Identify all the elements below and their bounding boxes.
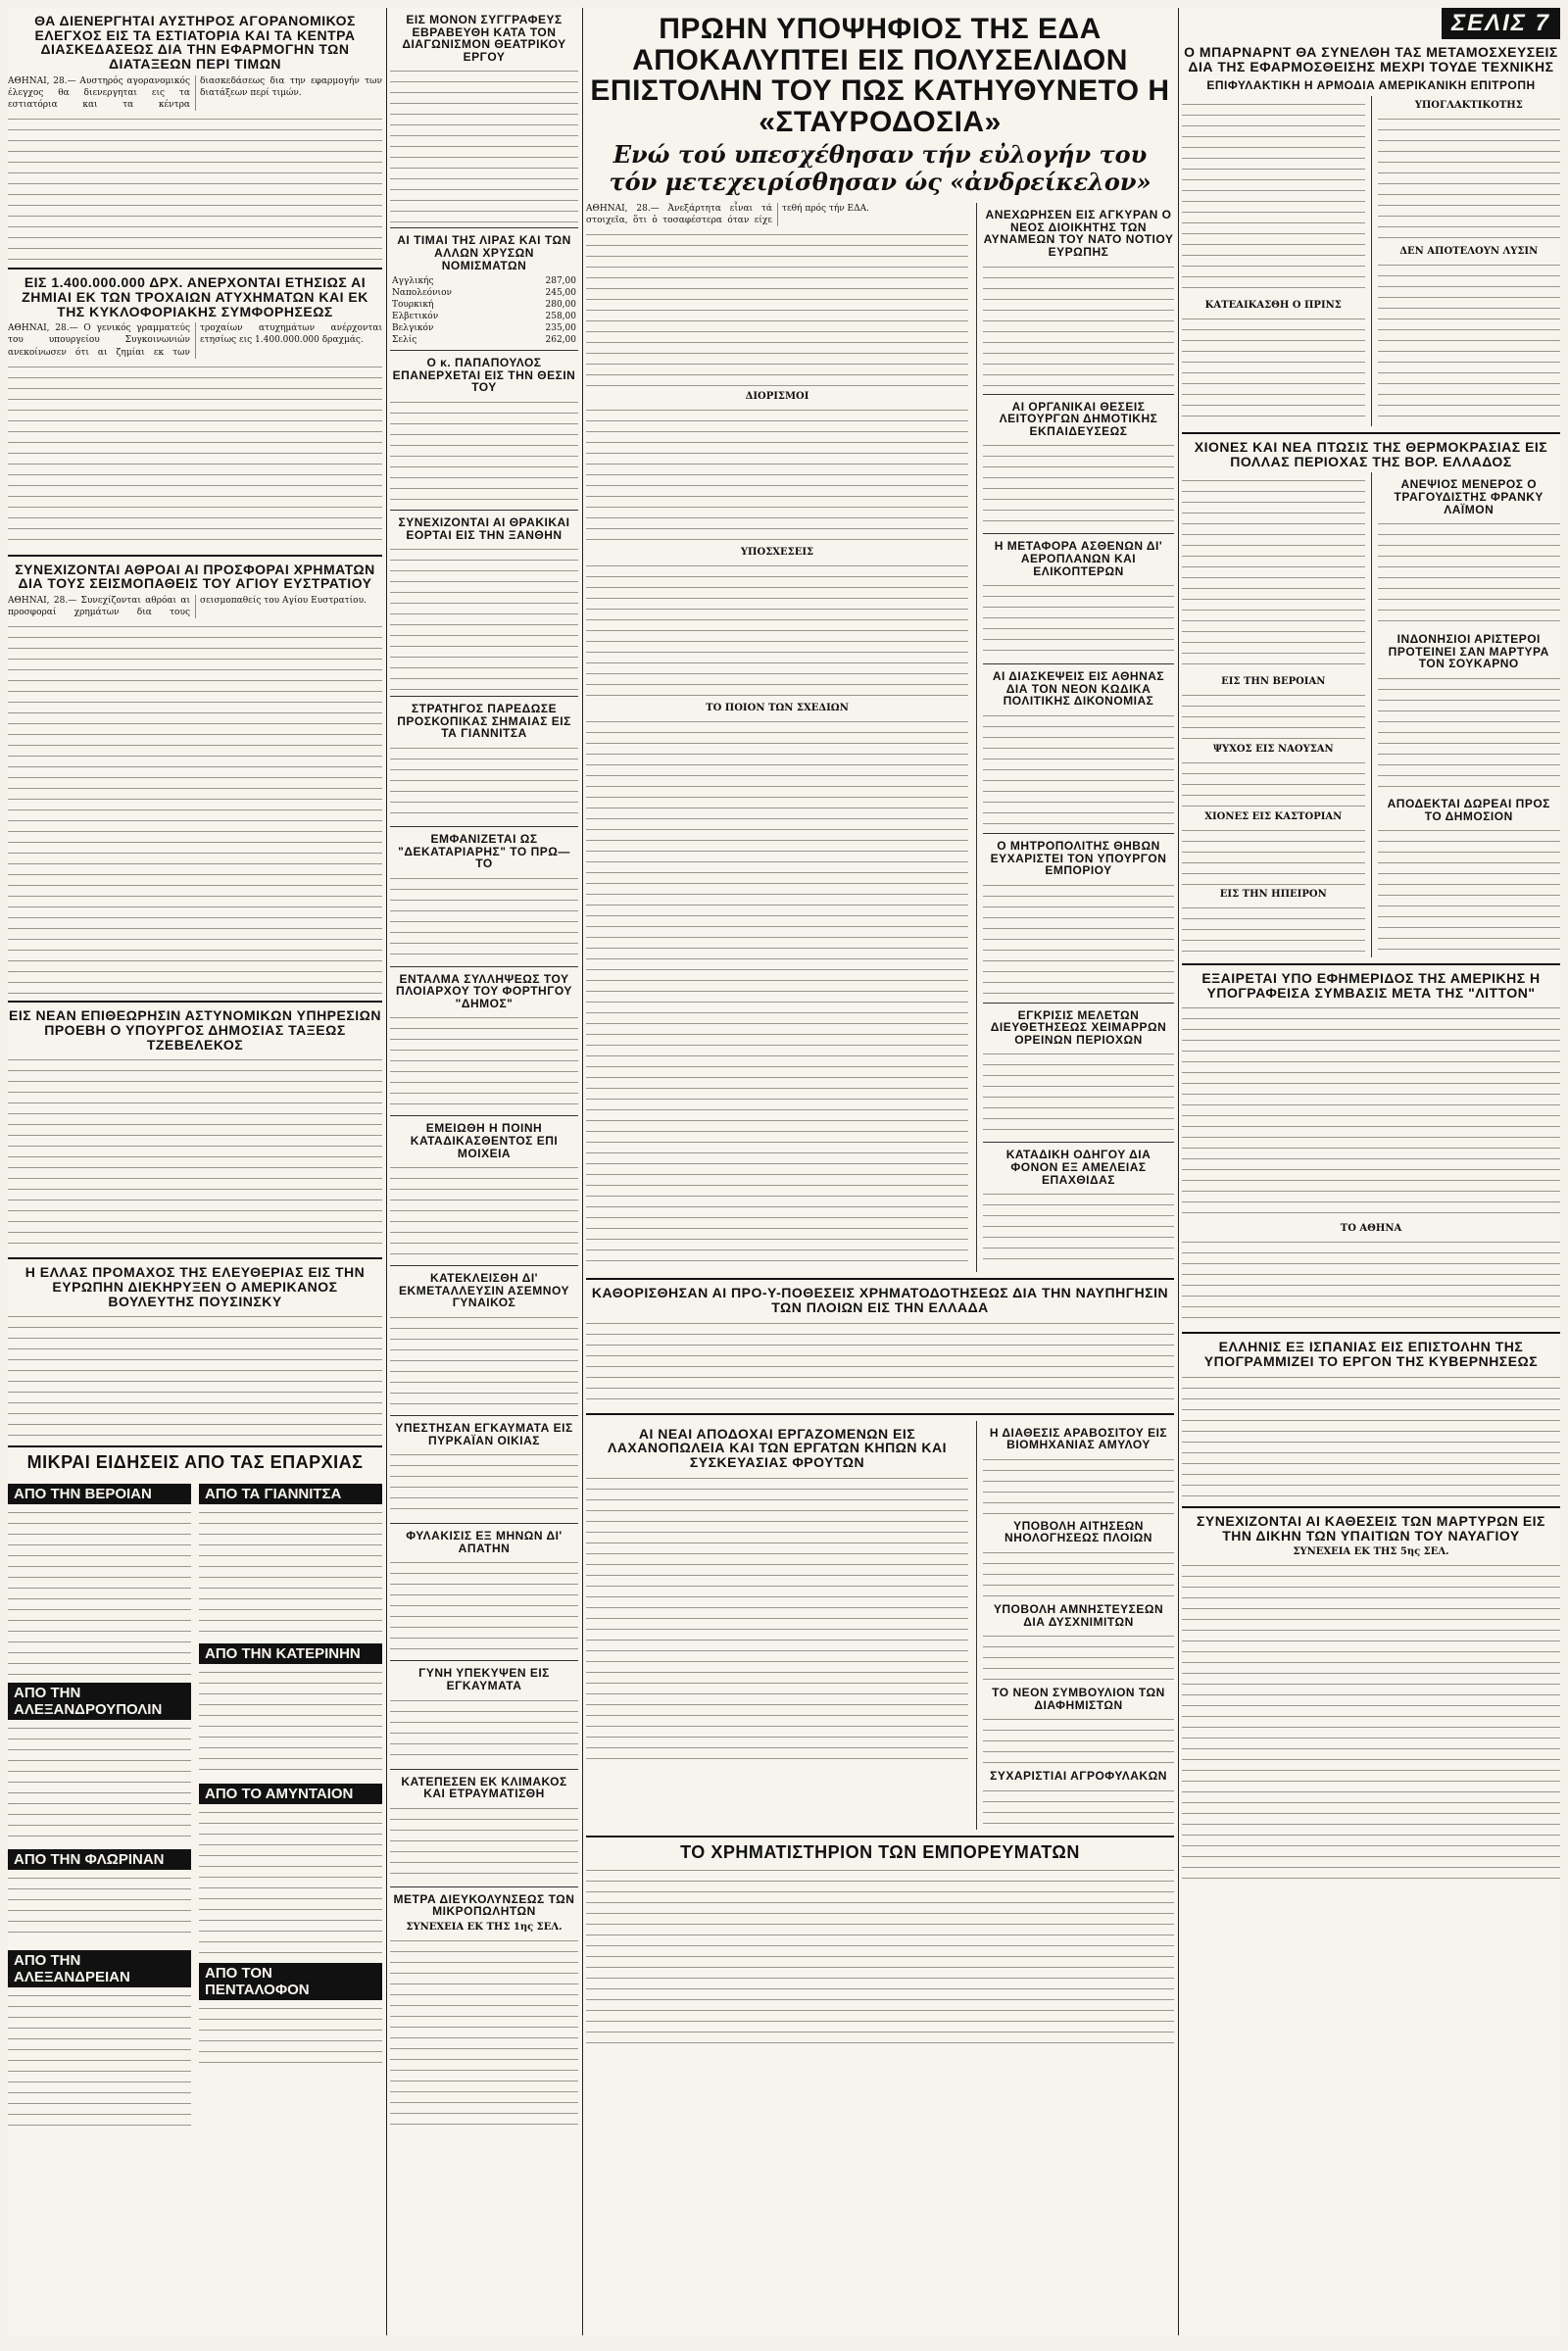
section-amyntaio: ΑΠΟ ΤΟ ΑΜΥΝΤΑΙΟΝ (199, 1784, 382, 1804)
continuation-label: ΣΥΝΕΧΕΙΑ ΕΚ ΤΗΣ 5ης ΣΕΛ. (1293, 1546, 1449, 1558)
article-text-block (586, 717, 968, 1266)
divider (1182, 1332, 1560, 1334)
column-2 (390, 8, 578, 2335)
article-traffic-losses: ΑΘΗΝΑΙ, 28.— Ο γενικός γραμματεύς του υπουργείου Συγκοινωνιών ανεκοίνωσεν ότι αι ζημίαι εκ των τροχαίων ατυχημάτων ανέρχονται ετησίως εις 1.400.000.000 δραχμάς. (8, 323, 382, 358)
headline-exploitation: ΚΑΤΕΚΛΕΙΣΘΗ ΔΙ' ΕΚΜΕΤΑΛΛΕΥΣΙΝ ΑΣΕΜΝΟΥ ΓΥΝΑΙΚΟΣ (399, 1271, 569, 1310)
headline-ladder-fall: ΚΑΤΕΠΕΣΕΝ ΕΚ ΚΛΙΜΑΚΟΣ ΚΑΙ ΕΤΡΑΥΜΑΤΙΣΘΗ (401, 1774, 567, 1801)
divider (390, 1115, 578, 1116)
article-text-block (8, 1055, 382, 1251)
headline-amnesty: ΥΠΟΒΟΛΗ ΑΜΝΗΣΤΕΥΣΕΩΝ ΔΙΑ ΔΥΣΧΝΙΜΙΤΩΝ (993, 1602, 1164, 1629)
coin-price: 245,00 (545, 288, 576, 299)
section-alexandreia: ΑΠΟ ΤΗΝ ΑΛΕΞΑΝΔΡΕΙΑΝ (8, 1950, 191, 1987)
headline-earthquake-aid: ΣΥΝΕΧΙΖΟΝΤΑΙ ΑΘΡΟΑΙ ΑΙ ΠΡΟΣΦΟΡΑΙ ΧΡΗΜΑΤΩΝ ΔΙΑ ΤΟΥΣ ΣΕΙΣΜΟΠΑΘΕΙΣ ΤΟΥ ΑΓΙΟΥ ΕΥΣΤΡΑΤΙΟΥ (15, 561, 375, 592)
article-text-block (1182, 476, 1365, 672)
headline-cargo-warrant: ΕΝΤΑΛΜΑ ΣΥΛΛΗΨΕΩΣ ΤΟΥ ΠΛΟΙΑΡΧΟΥ ΤΟΥ ΦΟΡΤΗΓΟΥ "ΔΗΜΟΣ" (396, 971, 572, 1010)
article-text-block (8, 115, 382, 262)
provinces-left (8, 1476, 191, 2132)
article-text-block (1378, 261, 1561, 417)
headline-indonesia: ΙΝΔΟΝΗΣΙΟΙ ΑΡΙΣΤΕΡΟΙ ΠΡΟΤΕΙΝΕΙ ΣΑΝ ΜΑΡΤΥΡΑ ΤΟΝ ΣΟΥΚΑΡΝΟ (1388, 632, 1549, 671)
article-text-block (1182, 100, 1365, 296)
article-text-block (1378, 826, 1561, 954)
article-text-block (8, 1508, 191, 1675)
coin-price: 280,00 (545, 300, 576, 311)
provinces-right (199, 1476, 382, 2132)
article-text-block (1182, 826, 1365, 885)
divider (390, 1769, 578, 1770)
article-text-block (1378, 519, 1561, 627)
section-kastoria: ΧΙΟΝΕΣ ΕΙΣ ΚΑΣΤΟΡΙΑΝ (1204, 811, 1343, 823)
column-1 (8, 8, 382, 2335)
section-prince: ΚΑΤΕΑΙΚΑΣΘΗ Ο ΠΡΙΝΣ (1204, 299, 1342, 311)
coin-name: Βελγικόν (392, 323, 434, 334)
barnard-right (1371, 96, 1561, 426)
article-text-block (1378, 674, 1561, 792)
article-text-block (199, 1508, 382, 1636)
section-appointments: ΔΙΟΡΙΣΜΟΙ (745, 391, 809, 403)
headline-civil-code: ΑΙ ΔΙΑΣΚΕΨΕΙΣ ΕΙΣ ΑΘΗΝΑΣ ΔΙΑ ΤΟΝ ΝΕΟΝ ΚΩΔΙΚΑ ΠΟΛΙΤΙΚΗΣ ΔΙΚΟΝΟΜΙΑΣ (992, 669, 1165, 709)
article-text-block (8, 363, 382, 549)
section-pentalofo: ΑΠΟ ΤΟΝ ΠΕΝΤΑΛΟΦΟΝ (199, 1963, 382, 2000)
divider (390, 1660, 578, 1661)
divider (8, 1257, 382, 1259)
divider (390, 227, 578, 228)
article-text-block (586, 1319, 1174, 1407)
divider (1182, 432, 1560, 434)
price-row (390, 322, 578, 334)
barnard-article (1182, 96, 1560, 426)
article-text-block (390, 744, 578, 822)
coin-name: Τουρκική (392, 300, 434, 311)
headline-committee: ΕΠΙΦΥΛΑΚΤΙΚΗ Η ΑΡΜΟΔΙΑ ΑΜΕΡΙΚΑΝΙΚΗ ΕΠΙΤΡΟΠΗ (1206, 78, 1536, 93)
article-text-block (390, 1013, 578, 1111)
gold-price-table (390, 275, 578, 346)
section-veroia: ΑΠΟ ΤΗΝ ΒΕΡΟΙΑΝ (8, 1484, 191, 1504)
section-who-plans: ΤΟ ΠΟΙΟΝ ΤΩΝ ΣΧΕΔΙΩΝ (706, 703, 849, 714)
divider (8, 1001, 382, 1003)
article-text-block (390, 1936, 578, 2132)
divider (390, 1265, 578, 1266)
price-row (390, 334, 578, 346)
coin-name: Ελβετικόν (392, 312, 439, 322)
headline-litton: ΕΞΑΙΡΕΤΑΙ ΥΠΟ ΕΦΗΜΕΡΙΔΟΣ ΤΗΣ ΑΜΕΡΙΚΗΣ Η ΥΠΟΓΡΑΦΕΙΣΑ ΣΥΜΒΑΣΙΣ ΜΕΤΑ ΤΗΣ "ΛΙΤΤΟΝ" (1201, 970, 1541, 1001)
section-giannitsa: ΑΠΟ ΤΑ ΓΙΑΝΝΙΤΣΑ (199, 1484, 382, 1504)
article-text-block (983, 1190, 1174, 1268)
workers-article (586, 1421, 968, 1830)
article-main-lead: ΑΘΗΝΑΙ, 28.— Ἀνεξάρτητα εἶναι τά στοιχεῖα, ὅτι ὁ τοσαφέστερα όταν είχε τεθή πρός τήν ΕΔΑ. (586, 204, 869, 226)
article-text-block (586, 1866, 1174, 2052)
headline-torrents: ΕΓΚΡΙΣΙΣ ΜΕΛΕΤΩΝ ΔΙΕΥΘΕΤΗΣΕΩΣ ΧΕΙΜΑΡΡΩΝ ΟΡΕΙΝΩΝ ΠΕΡΙΟΧΩΝ (990, 1007, 1167, 1047)
article-text-block (199, 2004, 382, 2063)
headline-workers: ΑΙ ΝΕΑΙ ΑΠΟΔΟΧΑΙ ΕΡΓΑΖΟΜΕΝΩΝ ΕΙΣ ΛΑΧΑΝΟΠΩΛΕΙΑ ΚΑΙ ΤΩΝ ΕΡΓΑΤΩΝ ΚΗΠΩΝ ΚΑΙ ΣΥΣΚΕΥΑΣΙΑΣ ΦΡΟΥΤΩΝ (607, 1425, 948, 1470)
subheadline-main: Ενώ τού υπεσχέθησαν τήν εὐλογήν του τόν μετεχειρίσθησαν ώς «ἀνδρείκελον» (609, 140, 1152, 196)
article-text-block (586, 406, 968, 543)
headline-corn: Η ΔΙΑΘΕΣΙΣ ΑΡΑΒΟΣΙΤΟΥ ΕΙΣ ΒΙΟΜΗΧΑΝΙΑΣ ΑΜΥΛΟΥ (989, 1425, 1168, 1452)
article-text-block (1182, 1561, 1560, 1885)
article-text-block (983, 263, 1174, 390)
article-text-block (199, 1668, 382, 1776)
column-rule (386, 8, 387, 2335)
divider (8, 555, 382, 557)
article-text-block (390, 67, 578, 223)
article-text-block (586, 1474, 968, 1768)
coin-price: 287,00 (545, 276, 576, 287)
main-article-area (586, 203, 1174, 1272)
provinces-grid (8, 1476, 382, 2132)
headline-spain-letter: ΕΛΛΗΝΙΣ ΕΞ ΙΣΠΑΝΙΑΣ ΕΙΣ ΕΠΙΣΤΟΛΗΝ ΤΗΣ ΥΠΟΓΡΑΜΜΙΖΕΙ ΤΟ ΕΡΓΟΝ ΤΗΣ ΚΥΒΕΡΝΗΣΕΩΣ (1203, 1339, 1539, 1370)
column-3 (586, 8, 1174, 2335)
headline-scout-flags: ΣΤΡΑΤΗΓΟΣ ΠΑΡΕΔΩΣΕ ΠΡΟΣΚΟΠΙΚΑΣ ΣΗΜΑΙΑΣ ΕΙΣ ΤΑ ΓΙΑΝΝΙΤΣΑ (397, 702, 571, 741)
article-text-block (1182, 691, 1365, 740)
article-text-block (390, 545, 578, 692)
divider (8, 1445, 382, 1447)
divider (390, 1523, 578, 1524)
coin-price: 262,00 (545, 335, 576, 346)
coin-name: Σελίς (392, 335, 417, 346)
article-text-block (1182, 1004, 1560, 1219)
article-text-block (8, 622, 382, 995)
section-athens: ΤΟ ΑΘΗΝΑ (1340, 1223, 1402, 1235)
divider (390, 510, 578, 511)
headline-advertisers: ΤΟ ΝΕΟΝ ΣΥΜΒΟΥΛΙΟΝ ΤΩΝ ΔΙΑΦΗΜΙΣΤΩΝ (992, 1686, 1165, 1712)
article-earthquake-aid: ΑΘΗΝΑΙ, 28.— Συνεχίζονται αθρόαι αι προσφοραί χρημάτων δια τους σεισμοπαθείς του Αγίου Ευστρατίου. (8, 596, 367, 618)
headline-playwright: ΕΙΣ ΜΟΝΟΝ ΣΥΓΓΡΑΦΕΥΣ ΕΒΡΑΒΕΥΘΗ ΚΑΤΑ ΤΟΝ ΔΙΑΓΩΝΙΣΜΟΝ ΘΕΑΤΡΙΚΟΥ ΕΡΓΟΥ (402, 13, 566, 64)
headline-ship-registry: ΥΠΟΒΟΛΗ ΑΙΤΗΣΕΩΝ ΝΗΟΛΟΓΗΣΕΩΣ ΠΛΟΙΩΝ (1004, 1518, 1152, 1545)
article-text-block (586, 562, 968, 699)
lower-briefs (976, 1421, 1174, 1830)
divider (390, 826, 578, 827)
headline-house-fire: ΥΠΕΣΤΗΣΑΝ ΕΓΚΑΥΜΑΤΑ ΕΙΣ ΠΥΡΚΑΪΑΝ ΟΙΚΙΑΣ (395, 1421, 573, 1447)
article-text-block (8, 1874, 191, 1942)
article-text-block (983, 1050, 1174, 1138)
divider (983, 663, 1174, 664)
section-katerini: ΑΠΟ ΤΗΝ ΚΑΤΕΡΙΝΗΝ (199, 1643, 382, 1664)
divider (983, 394, 1174, 395)
column-4 (1182, 8, 1560, 2335)
headline-snow: ΧΙΟΝΕΣ ΚΑΙ ΝΕΑ ΠΤΩΣΙΣ ΤΗΣ ΘΕΡΜΟΚΡΑΣΙΑΣ ΕΙΣ ΠΟΛΛΑΣ ΠΕΡΙΟΧΑΣ ΤΗΣ ΒΟΡ. ΕΛΛΑΔΟΣ (1194, 438, 1548, 469)
headline-provinces: ΜΙΚΡΑΙ ΕΙΔΗΣΕΙΣ ΑΠΟ ΤΑΣ ΕΠΑΡΧΙΑΣ (26, 1452, 364, 1473)
article-text-block (983, 881, 1174, 999)
divider (586, 1413, 1174, 1415)
divider (390, 1886, 578, 1887)
article-text-block (1182, 1373, 1560, 1500)
coin-name: Ναπολεόνιον (392, 288, 452, 299)
headline-nato: ΑΝΕΧΩΡΗΣΕΝ ΕΙΣ ΑΓΚΥΡΑΝ Ο ΝΕΟΣ ΔΙΟΙΚΗΤΗΣ ΤΩΝ ΑΥΝΑΜΕΩΝ ΤΟΥ ΝΑΤΟ ΝΟΤΙΟΥ ΕΥΡΩΠΗΣ (983, 208, 1174, 259)
headline-field-guards: ΣΥΧΑΡΙΣΤΙΑΙ ΑΓΡΟΦΥΛΑΚΩΝ (990, 1769, 1167, 1784)
article-text-block (1378, 115, 1561, 242)
article-text-block (390, 874, 578, 962)
headline-vendors: ΜΕΤΡΑ ΔΙΕΥΚΟΛΥΝΣΕΩΣ ΤΩΝ ΜΙΚΡΟΠΩΛΗΤΩΝ (393, 1891, 575, 1919)
article-text-block (983, 1455, 1174, 1514)
lower-area (586, 1421, 1174, 1830)
section-naousa: ΨΥΧΟΣ ΕΙΣ ΝΑΟΥΣΑΝ (1212, 744, 1334, 756)
article-text-block (983, 1715, 1174, 1764)
article-text-block (586, 230, 968, 387)
headline-price-control: ΘΑ ΔΙΕΝΕΡΓΗΤΑΙ ΑΥΣΤΗΡΟΣ ΑΓΟΡΑΝΟΜΙΚΟΣ ΕΛΕΓΧΟΣ ΕΙΣ ΤΑ ΕΣΤΙΑΤΟΡΙΑ ΚΑΙ ΤΑ ΚΕΝΤΡΑ ΔΙΑΣΚΕΔΑΣΕΩΣ ΔΙΑ ΤΗΝ ΕΦΑΡΜΟΓΗΝ ΤΩΝ ΔΙΑΤΑΞΕΩΝ ΠΕΡΙ ΤΙΜΩΝ (34, 13, 356, 73)
section-florina: ΑΠΟ ΤΗΝ ΦΛΩΡΙΝΑΝ (8, 1849, 191, 1870)
article-price-control: ΑΘΗΝΑΙ, 28.— Αυστηρός αγορανομικός έλεγχος θα διενεργηται εις τα εστιατόρια και τα κέντρα διασκεδάσεως δια την εφαρμογήν των διατάξεων περί τιμών. (8, 75, 382, 111)
divider (390, 966, 578, 967)
price-row (390, 287, 578, 299)
section-alexandroupoli: ΑΠΟ ΤΗΝ ΑΛΕΞΑΝΔΡΟΥΠΟΛΙΝ (8, 1683, 191, 1720)
headline-gifts: ΑΠΟΔΕΚΤΑΙ ΔΩΡΕΑΙ ΠΡΟΣ ΤΟ ΔΗΜΟΣΙΟΝ (1387, 796, 1550, 823)
article-text-block (199, 1808, 382, 1955)
coin-price: 258,00 (545, 312, 576, 322)
divider (1182, 1506, 1560, 1508)
article-text-block (390, 1313, 578, 1411)
price-row (390, 299, 578, 311)
barnard-left (1182, 96, 1365, 426)
coin-price: 235,00 (545, 323, 576, 334)
divider (390, 696, 578, 697)
headline-freedom: Η ΕΛΛΑΣ ΠΡΟΜΑΧΟΣ ΤΗΣ ΕΛΕΥΘΕΡΙΑΣ ΕΙΣ ΤΗΝ ΕΥΡΩΠΗΝ ΔΙΕΚΗΡΥΞΕΝ Ο ΑΜΕΡΙΚΑΝΟΣ ΒΟΥΛΕΥΤΗΣ ΠΟΥΣΙΝΣΚΥ (24, 1264, 366, 1309)
divider (983, 533, 1174, 534)
article-text-block (983, 1787, 1174, 1826)
headline-police-inspection: ΕΙΣ ΝΕΑΝ ΕΠΙΘΕΩΡΗΣΙΝ ΑΣΤΥΝΟΜΙΚΩΝ ΥΠΗΡΕΣΙΩΝ ΠΡΟΕΒΗ Ο ΥΠΟΥΡΓΟΣ ΔΗΜΟΣΙΑΣ ΤΑΞΕΩΣ ΤΖΕΒΕΛΕΚΟΣ (9, 1007, 381, 1053)
price-row (390, 275, 578, 287)
article-text-block (390, 1804, 578, 1883)
headline-fraud: ΦΥΛΑΚΙΣΙΣ ΕΞ ΜΗΝΩΝ ΔΙ' ΑΠΑΤΗΝ (406, 1529, 563, 1555)
headline-barnard: Ο ΜΠΑΡΝΑΡΝΤ ΘΑ ΣΥΝΕΛΘΗ ΤΑΣ ΜΕΤΑΜΟΣΧΕΥΣΕΙΣ ΔΙΑ ΤΗΣ ΕΦΑΡΜΟΣΘΕΙΣΗΣ ΜΕΧΡΙ ΤΟΥΔΕ ΤΕΧΝΙΚΗΣ (1184, 44, 1558, 74)
article-text-block (983, 581, 1174, 660)
headline-papapoulos: Ο κ. ΠΑΠΑΠΟΥΛΟΣ ΕΠΑΝΕΡΧΕΤΑΙ ΕΙΣ ΤΗΝ ΘΕΣΙΝ ΤΟΥ (392, 356, 576, 395)
divider (586, 1278, 1174, 1280)
divider (390, 1415, 578, 1416)
section-no-solution: ΔΕΝ ΑΠΟΤΕΛΟΥΝ ΛΥΣΙΝ (1399, 245, 1539, 257)
divider (390, 350, 578, 351)
snow-left (1182, 472, 1365, 957)
article-text-block (8, 1991, 191, 2129)
column-rule (582, 8, 583, 2335)
headline-commodity-exchange: ΤΟ ΧΡΗΜΑΤΙΣΤΗΡΙΟΝ ΤΩΝ ΕΜΠΟΡΕΥΜΑΤΩΝ (680, 1841, 1080, 1862)
headline-shipwreck-trial: ΣΥΝΕΧΙΖΟΝΤΑΙ ΑΙ ΚΑΘΕΣΕΙΣ ΤΩΝ ΜΑΡΤΥΡΩΝ ΕΙΣ ΤΗΝ ΔΙΚΗΝ ΤΩΝ ΥΠΑΙΤΙΩΝ ΤΟΥ ΝΑΥΑΓΙΟΥ (1197, 1512, 1545, 1543)
headline-ship-loans: ΚΑΘΟΡΙΣΘΗΣΑΝ ΑΙ ΠΡΟ-Υ-ΠΟΘΕΣΕΙΣ ΧΡΗΜΑΤΟΔΟΤΗΣΕΩΣ ΔΙΑ ΤΗΝ ΝΑΥΠΗΓΗΣΙΝ ΤΩΝ ΠΛΟΙΩΝ ΕΙΣ ΤΗΝ ΕΛΛΑΔΑ (591, 1285, 1169, 1315)
page-badge-wrap (1182, 8, 1560, 39)
snow-right (1371, 472, 1561, 957)
continuation-label: ΣΥΝΕΧΕΙΑ ΕΚ ΤΗΣ 1ης ΣΕΛ. (406, 1921, 563, 1933)
headline-thrace: ΣΥΝΕΧΙΖΟΝΤΑΙ ΑΙ ΘΡΑΚΙΚΑΙ ΕΟΡΤΑΙ ΕΙΣ ΤΗΝ ΞΑΝΘΗΝ (398, 514, 570, 542)
article-text-block (1182, 315, 1365, 422)
section-veroia-weather: ΕΙΣ ΤΗΝ ΒΕΡΟΙΑΝ (1221, 676, 1326, 688)
article-text-block (983, 441, 1174, 529)
price-row (390, 311, 578, 322)
article-text-block (983, 1548, 1174, 1597)
article-text-block (390, 1696, 578, 1765)
headline-woman-burns: ΓΥΝΗ ΥΠΕΚΥΨΕΝ ΕΙΣ ΕΓΚΑΥΜΑΤΑ (418, 1666, 550, 1692)
article-text-block (390, 1450, 578, 1519)
article-text-block (8, 1312, 382, 1440)
article-text-block (390, 398, 578, 506)
column-rule (1178, 8, 1179, 2335)
divider (983, 1003, 1174, 1004)
headline-sentence: ΕΜΕΙΩΘΗ Η ΠΟΙΝΗ ΚΑΤΑΔΙΚΑΣΘΕΝΤΟΣ ΕΠΙ ΜΟΙΧΕΙΑ (410, 1121, 559, 1160)
section-epirus: ΕΙΣ ΤΗΝ ΗΠΕΙΡΟΝ (1219, 889, 1327, 901)
snow-article (1182, 472, 1560, 957)
headline-air-transport: Η ΜΕΤΑΦΟΡΑ ΑΣΘΕΝΩΝ ΔΙ' ΑΕΡΟΠΛΑΝΩΝ ΚΑΙ ΕΛΙΚΟΠΤΕΡΩΝ (994, 539, 1163, 578)
headline-main: ΠΡΩΗΝ ΥΠΟΨΗΦΙΟΣ ΤΗΣ ΕΔΑ ΑΠΟΚΑΛΥΠΤΕΙ ΕΙΣ ΠΟΛΥΣΕΛΙΔΟΝ ΕΠΙΣΤΟΛΗΝ ΤΟΥ ΠΩΣ ΚΑΤΗΥΘΥΝΕΤΟ Η «ΣΤΑΥΡΟΔΟΣΙΑ» (590, 13, 1170, 138)
article-text-block (8, 1724, 191, 1841)
main-article (586, 203, 968, 1272)
article-text-block (983, 711, 1174, 829)
headline-traffic-losses: ΕΙΣ 1.400.000.000 ΔΡΧ. ΑΝΕΡΧΟΝΤΑΙ ΕΤΗΣΙΩΣ ΑΙ ΖΗΜΙΑΙ ΕΚ ΤΩΝ ΤΡΟΧΑΙΩΝ ΑΤΥΧΗΜΑΤΩΝ ΚΑΙ ΕΚ ΤΗΣ ΚΥΚΛΟΦΟΡΙΑΚΗΣ ΣΥΜΦΟΡΗΣΕΩΣ (22, 274, 368, 319)
divider (983, 833, 1174, 834)
headline-driver: ΚΑΤΑΔΙΚΗ ΟΔΗΓΟΥ ΔΙΑ ΦΟΝΟΝ ΕΞ ΑΜΕΛΕΙΑΣ ΕΠΑΧΘΙΔΑΣ (1005, 1148, 1152, 1187)
newspaper-page (8, 8, 1560, 2335)
divider (1182, 963, 1560, 965)
headline-gold-prices: ΑΙ ΤΙΜΑΙ ΤΗΣ ΛΙΡΑΣ ΚΑΙ ΤΩΝ ΑΛΛΩΝ ΧΡΥΣΩΝ ΝΟΜΙΣΜΑΤΩΝ (397, 233, 571, 272)
section-assets: ΥΠΟΓΛΑΚΤΙΚΟΤΗΣ (1414, 99, 1523, 111)
article-text-block (1182, 759, 1365, 808)
article-text-block (1182, 904, 1365, 953)
side-briefs (976, 203, 1174, 1272)
headline-thebes: Ο ΜΗΤΡΟΠΟΛΙΤΗΣ ΘΗΒΩΝ ΕΥΧΑΡΙΣΤΕΙ ΤΟΝ ΥΠΟΥΡΓΟΝ ΕΜΠΟΡΙΟΥ (990, 838, 1167, 878)
article-text-block (390, 1558, 578, 1656)
article-text-block (1182, 1238, 1560, 1326)
article-text-block (983, 1632, 1174, 1681)
divider (983, 1142, 1174, 1143)
headline-ekatariaris: ΕΜΦΑΝΙΖΕΤΑΙ ΩΣ "ΔΕΚΑΤΑΡΙΑΡΗΣ" ΤΟ ΠΡΩ—ΤΟ (398, 831, 570, 871)
page-number-badge: ΣΕΛΙΣ 7 (1442, 8, 1560, 39)
headline-nephew: ΑΝΕΨΙΟΣ ΜΕΝΕΡΟΣ Ο ΤΡΑΓΟΥΔΙΣΤΗΣ ΦΡΑΝΚΥ ΛΑΪΜΟΝ (1394, 477, 1544, 516)
divider (586, 1836, 1174, 1837)
coin-name: Αγγλικής (392, 276, 434, 287)
section-promises: ΥΠΟΣΧΕΣΕΙΣ (740, 547, 814, 559)
divider (8, 268, 382, 269)
article-text-block (390, 1163, 578, 1261)
headline-teachers: ΑΙ ΟΡΓΑΝΙΚΑΙ ΘΕΣΕΙΣ ΛΕΙΤΟΥΡΓΩΝ ΔΗΜΟΤΙΚΗΣ ΕΚΠΑΙΔΕΥΣΕΩΣ (999, 399, 1158, 438)
